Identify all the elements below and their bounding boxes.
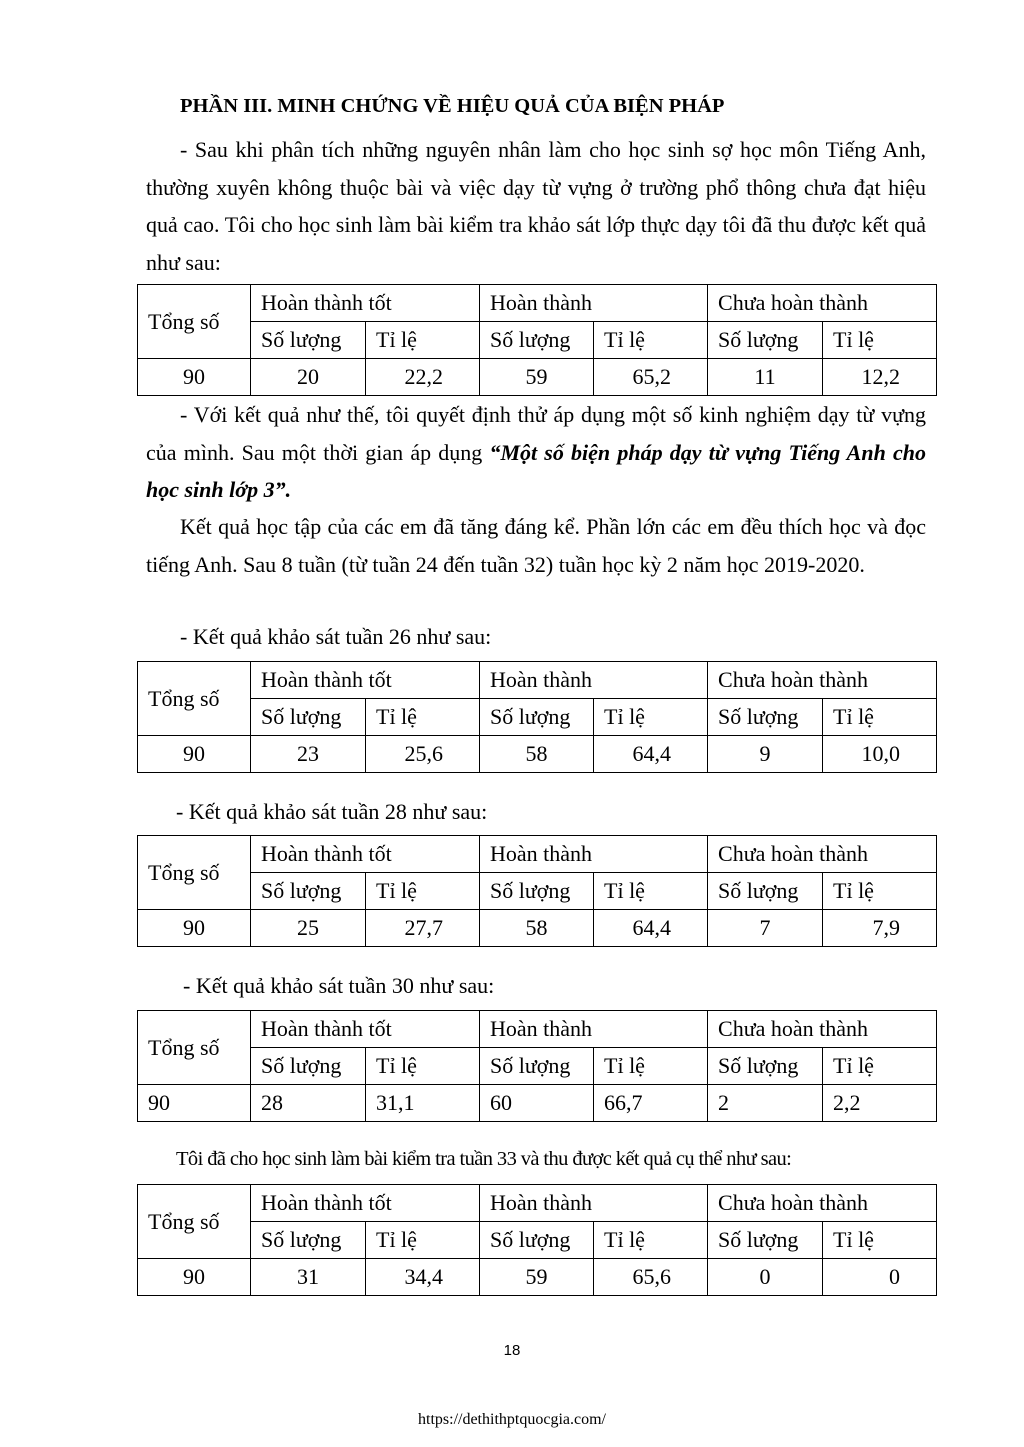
results-table-initial — [137, 284, 937, 396]
paragraph-analysis-text: - Sau khi phân tích những nguyên nhân làm cho học sinh sợ học môn Tiếng Anh, thường xuyên không thuộc bài và việc dạy từ vựng ở trường phổ thông chưa đạt hiệu quả cao. Tôi cho học sinh làm bài kiểm tra khảo sát lớp thực dạy tôi đã thu được kết quả như sau: — [146, 137, 926, 275]
header-good: Hoàn thành tốt — [251, 836, 480, 873]
header-good: Hoàn thành tốt — [251, 1011, 480, 1048]
header-not-done: Chưa hoàn thành — [708, 285, 937, 322]
cell-good-count: 31 — [251, 1259, 366, 1296]
header-not-done: Chưa hoàn thành — [708, 1011, 937, 1048]
paragraph-results-text: Kết quả học tập của các em đã tăng đáng kể. Phần lớn các em đều thích học và đọc tiếng Anh. Sau 8 tuần (từ tuần 24 đến tuần 32) tuần học kỳ 2 năm học 2019-2020. — [146, 514, 926, 577]
header-not-done: Chưa hoàn thành — [708, 1185, 937, 1222]
cell-done-count: 58 — [480, 736, 594, 773]
header-rate: Tỉ lệ — [366, 322, 480, 359]
table-row — [138, 359, 937, 396]
header-total: Tổng số — [138, 662, 251, 736]
cell-done-rate: 65,6 — [594, 1259, 708, 1296]
cell-total: 90 — [138, 359, 251, 396]
header-done: Hoàn thành — [480, 1185, 708, 1222]
cell-done-rate: 66,7 — [594, 1085, 708, 1122]
header-rate: Tỉ lệ — [823, 1048, 937, 1085]
header-total: Tổng số — [138, 836, 251, 910]
section-heading: PHẦN III. MINH CHỨNG VỀ HIỆU QUẢ CỦA BIỆN PHÁP — [180, 95, 725, 117]
cell-not-done-rate: 7,9 — [823, 910, 937, 947]
header-count: Số lượng — [480, 322, 594, 359]
paragraph-results — [146, 508, 926, 583]
header-count: Số lượng — [480, 699, 594, 736]
cell-done-rate: 64,4 — [594, 910, 708, 947]
header-rate: Tỉ lệ — [823, 322, 937, 359]
table-row — [138, 1259, 937, 1296]
cell-not-done-rate: 10,0 — [823, 736, 937, 773]
paragraph-apply-title: “Một số biện pháp dạy từ vựng Tiếng Anh cho học sinh lớp 3”. — [146, 439, 926, 502]
results-table-week26 — [137, 661, 937, 773]
cell-done-count: 60 — [480, 1085, 594, 1122]
header-done: Hoàn thành — [480, 285, 708, 322]
cell-done-rate: 65,2 — [594, 359, 708, 396]
header-good: Hoàn thành tốt — [251, 285, 480, 322]
header-count: Số lượng — [480, 873, 594, 910]
header-good: Hoàn thành tốt — [251, 662, 480, 699]
cell-done-count: 58 — [480, 910, 594, 947]
header-rate: Tỉ lệ — [594, 1222, 708, 1259]
cell-good-rate: 31,1 — [366, 1085, 480, 1122]
header-rate: Tỉ lệ — [366, 699, 480, 736]
paragraph-apply-text: - Với kết quả như thế, tôi quyết định thử áp dụng một số kinh nghiệm dạy từ vựng của mình. Sau một thời gian áp dụng — [146, 402, 926, 465]
header-count: Số lượng — [251, 322, 366, 359]
header-count: Số lượng — [708, 1222, 823, 1259]
header-rate: Tỉ lệ — [823, 1222, 937, 1259]
cell-not-done-rate: 2,2 — [823, 1085, 937, 1122]
cell-good-rate: 25,6 — [366, 736, 480, 773]
cell-not-done-count: 2 — [708, 1085, 823, 1122]
header-rate: Tỉ lệ — [366, 1048, 480, 1085]
header-count: Số lượng — [251, 1222, 366, 1259]
cell-not-done-rate: 0 — [823, 1259, 937, 1296]
table-row — [138, 736, 937, 773]
header-total: Tổng số — [138, 285, 251, 359]
header-done: Hoàn thành — [480, 836, 708, 873]
cell-done-rate: 64,4 — [594, 736, 708, 773]
header-rate: Tỉ lệ — [594, 322, 708, 359]
header-rate: Tỉ lệ — [594, 1048, 708, 1085]
header-rate: Tỉ lệ — [366, 873, 480, 910]
table-row — [138, 910, 937, 947]
header-done: Hoàn thành — [480, 662, 708, 699]
header-count: Số lượng — [708, 322, 823, 359]
header-total: Tổng số — [138, 1185, 251, 1259]
cell-good-rate: 27,7 — [366, 910, 480, 947]
cell-total: 90 — [138, 1259, 251, 1296]
page-number: 18 — [503, 1342, 521, 1359]
caption-week30: - Kết quả khảo sát tuần 30 như sau: — [183, 973, 495, 998]
results-table-week28 — [137, 835, 937, 947]
paragraph-analysis — [146, 131, 926, 281]
cell-good-count: 23 — [251, 736, 366, 773]
cell-good-rate: 34,4 — [366, 1259, 480, 1296]
cell-not-done-count: 9 — [708, 736, 823, 773]
header-not-done: Chưa hoàn thành — [708, 662, 937, 699]
paragraph-apply — [146, 396, 926, 509]
cell-good-rate: 22,2 — [366, 359, 480, 396]
header-count: Số lượng — [708, 1048, 823, 1085]
cell-not-done-rate: 12,2 — [823, 359, 937, 396]
header-rate: Tỉ lệ — [594, 873, 708, 910]
caption-week26: - Kết quả khảo sát tuần 26 như sau: — [180, 624, 492, 649]
header-count: Số lượng — [251, 873, 366, 910]
caption-week28: - Kết quả khảo sát tuần 28 như sau: — [176, 799, 488, 824]
cell-good-count: 25 — [251, 910, 366, 947]
cell-good-count: 28 — [251, 1085, 366, 1122]
cell-not-done-count: 11 — [708, 359, 823, 396]
cell-good-count: 20 — [251, 359, 366, 396]
header-count: Số lượng — [251, 1048, 366, 1085]
header-count: Số lượng — [708, 873, 823, 910]
header-total: Tổng số — [138, 1011, 251, 1085]
header-count: Số lượng — [480, 1222, 594, 1259]
cell-done-count: 59 — [480, 1259, 594, 1296]
cell-total: 90 — [138, 736, 251, 773]
header-done: Hoàn thành — [480, 1011, 708, 1048]
cell-total: 90 — [138, 910, 251, 947]
header-rate: Tỉ lệ — [594, 699, 708, 736]
header-rate: Tỉ lệ — [823, 873, 937, 910]
results-table-week33 — [137, 1184, 937, 1296]
header-not-done: Chưa hoàn thành — [708, 836, 937, 873]
header-count: Số lượng — [480, 1048, 594, 1085]
header-count: Số lượng — [708, 699, 823, 736]
caption-week33: Tôi đã cho học sinh làm bài kiểm tra tuần 33 và thu được kết quả cụ thể như sau: — [176, 1148, 792, 1170]
cell-done-count: 59 — [480, 359, 594, 396]
header-rate: Tỉ lệ — [366, 1222, 480, 1259]
cell-not-done-count: 7 — [708, 910, 823, 947]
cell-total: 90 — [138, 1085, 251, 1122]
results-table-week30 — [137, 1010, 937, 1122]
cell-not-done-count: 0 — [708, 1259, 823, 1296]
header-good: Hoàn thành tốt — [251, 1185, 480, 1222]
header-count: Số lượng — [251, 699, 366, 736]
footer-url-link[interactable]: https://dethithptquocgia.com/ — [418, 1411, 606, 1428]
header-rate: Tỉ lệ — [823, 699, 937, 736]
table-row — [138, 1085, 937, 1122]
